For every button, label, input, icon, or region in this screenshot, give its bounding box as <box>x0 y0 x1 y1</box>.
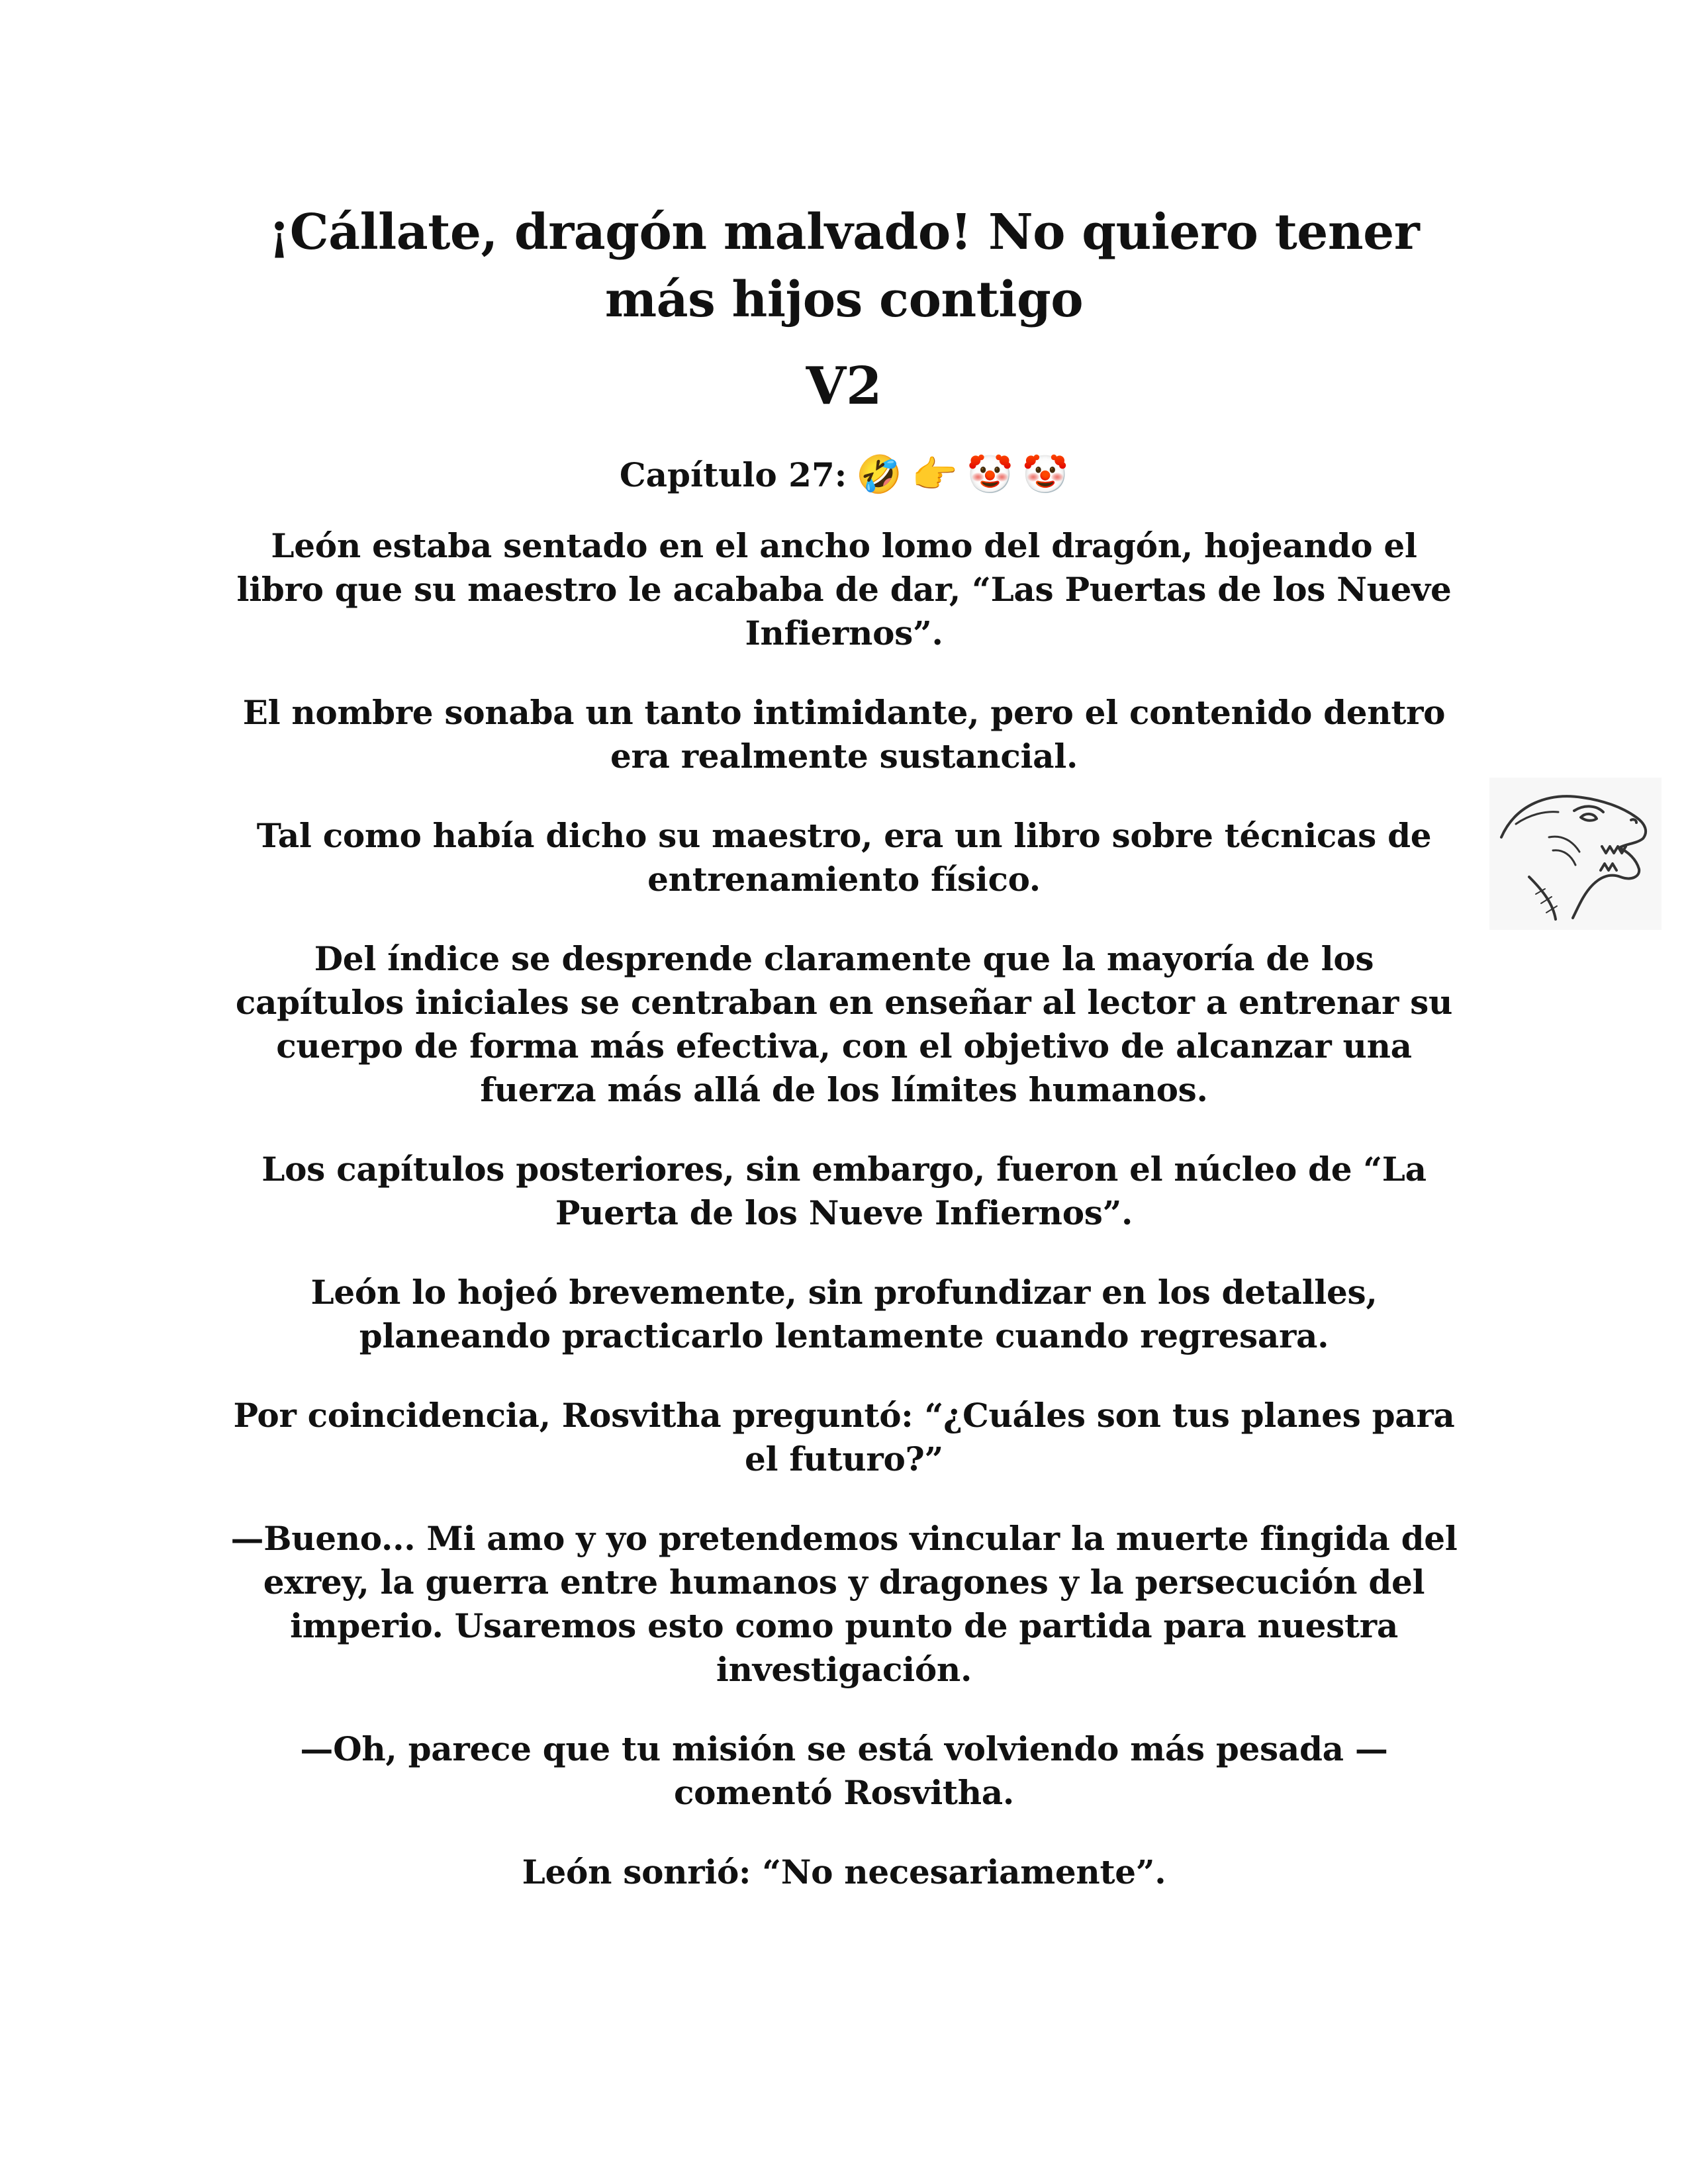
rolling-laughing-emoji-icon: 🤣 <box>856 453 902 496</box>
volume-label: V2 <box>806 356 882 416</box>
pointing-right-emoji-icon: 👉 <box>911 453 958 496</box>
paragraph: León estaba sentado en el ancho lomo del dragón, hojeando el libro que su maestro le acababa de dar, “Las Puertas de los Nueve Infiernos”. <box>236 526 1452 653</box>
chapter-heading <box>225 449 1463 502</box>
paragraph: Por coincidencia, Rosvitha preguntó: “¿Cuáles son tus planes para el futuro?” <box>233 1396 1455 1479</box>
document-page <box>225 199 1463 1930</box>
document-title: ¡Cállate, dragón malvado! No quiero tener más hijos contigo <box>268 204 1420 328</box>
paragraph: —Bueno... Mi amo y yo pretendemos vincular la muerte fingida del exrey, la guerra entre humanos y dragones y la persecución del imperio. Usaremos esto como punto de partida para nuestra investigación. <box>230 1519 1458 1689</box>
paragraph: —Oh, parece que tu misión se está volviendo más pesada — comentó Rosvitha. <box>300 1729 1388 1812</box>
paragraph: Del índice se desprende claramente que la mayoría de los capítulos iniciales se centraban en enseñar al lector a entrenar su cuerpo de forma más efectiva, con el objetivo de alcanzar una fuerza más allá de los límites humanos. <box>235 939 1453 1109</box>
clown-face-emoji-icon: 🤡 <box>1022 453 1069 496</box>
paragraph: Tal como había dicho su maestro, era un libro sobre técnicas de entrenamiento físico. <box>256 816 1432 899</box>
paragraph: El nombre sonaba un tanto intimidante, pero el contenido dentro era realmente sustancial. <box>242 693 1446 776</box>
dinosaur-sketch-icon <box>1489 778 1662 930</box>
paragraph: Los capítulos posteriores, sin embargo, fueron el núcleo de “La Puerta de los Nueve Infiernos”. <box>261 1150 1427 1232</box>
paragraph: León sonrió: “No necesariamente”. <box>522 1852 1166 1891</box>
paragraph: León lo hojeó brevemente, sin profundizar en los detalles, planeando practicarlo lentamente cuando regresara. <box>310 1273 1378 1355</box>
chapter-label: Capítulo 27: <box>619 455 847 494</box>
clown-face-emoji-icon: 🤡 <box>966 453 1013 496</box>
chapter-body <box>225 524 1463 1894</box>
